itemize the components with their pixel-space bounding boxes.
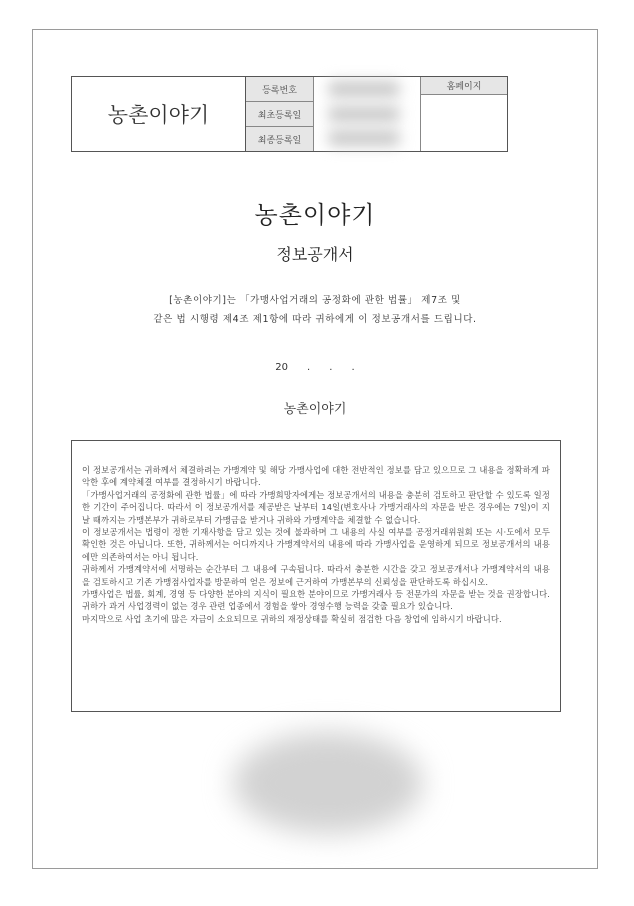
- intro-statement: [33, 291, 597, 329]
- redacted-value: [328, 106, 400, 122]
- document-page: [32, 29, 598, 869]
- notice-paragraph: 이 정보공개서는 귀하께서 체결하려는 가맹계약 및 해당 가맹사업에 대한 전반적인 정보를 담고 있으므로 그 내용을 정확하게 파악한 후에 계약체결 여부를 결정하시기 바랍니다.: [82, 465, 550, 488]
- homepage-label: 홈페이지: [421, 77, 507, 95]
- issuer-name: 농촌이야기: [283, 402, 347, 417]
- intro-line: 같은 법 시행령 제4조 제1항에 따라 귀하에게 이 정보공개서를 드립니다.: [153, 314, 477, 325]
- notice-paragraph: 이 정보공개서는 법령이 정한 기재사항을 담고 있는 것에 불과하며 그 내용의 사실 여부를 공정거래위원회 또는 시·도에서 모두 확인한 것은 아닙니다. 또한, 귀하께서는 어디까지나 가맹계약서의 내용에 따라 가맹사업을 운영하게 되므로 정보공개서의 내용에만 의존하여서는 아니 됩니다.: [82, 527, 550, 562]
- document-title: 농촌이야기: [254, 201, 376, 229]
- last-registration-date-label: 최종등록일: [246, 127, 313, 151]
- redacted-value: [328, 130, 400, 146]
- registration-values-redacted: [313, 77, 421, 151]
- notice-paragraph: 「가맹사업거래의 공정화에 관한 법률」에 따라 가맹희망자에게는 정보공개서의 내용을 충분히 검토하고 판단할 수 있도록 일정한 기간이 주어집니다. 따라서 이 정보공개서를 제공받은 날부터 14일(변호사나 가맹거래사의 자문을 받은 경우에는 7일)이 지날 때까지는 가맹본부가 귀하로부터 가맹금을 받거나 귀하와 가맹계약을 체결할 수 없습니다.: [82, 489, 550, 525]
- company-name-cell: 농촌이야기: [72, 77, 246, 151]
- registration-number-label: 등록번호: [246, 77, 313, 102]
- registration-labels: [246, 77, 313, 151]
- issue-date: 20 . . .: [275, 362, 355, 373]
- notice-paragraph: 마지막으로 사업 초기에 많은 자금이 소요되므로 귀하의 재정상태를 확실히 점검한 다음 창업에 임하시기 바랍니다.: [82, 613, 502, 624]
- homepage-cell: [421, 77, 507, 151]
- notice-box: [71, 440, 561, 712]
- notice-paragraph: 가맹사업은 법률, 회계, 경영 등 다양한 분야의 지식이 필요한 분야이므로 가맹거래사 등 전문가의 자문을 받는 것을 권장합니다. 귀하가 과거 사업경력이 없는 경우 관련 업종에서 경험을 쌓아 경영수행 능력을 갖출 필요가 있습니다.: [82, 589, 550, 612]
- intro-line: [농촌이야기]는 「가맹사업거래의 공정화에 관한 법률」 제7조 및: [169, 295, 461, 306]
- notice-paragraph: 귀하께서 가맹계약서에 서명하는 순간부터 그 내용에 구속됩니다. 따라서 충분한 시간을 갖고 정보공개서나 가맹계약서의 내용을 검토하시고 기존 가맹점사업자를 방문하여 얻은 정보에 근거하여 가맹본부의 신뢰성을 판단하도록 하십시오.: [82, 564, 550, 587]
- document-subtitle: 정보공개서: [276, 245, 354, 264]
- first-registration-date-label: 최초등록일: [246, 102, 313, 127]
- registration-info-table: [71, 76, 508, 152]
- redacted-value: [328, 81, 400, 97]
- redacted-seal: [233, 732, 423, 834]
